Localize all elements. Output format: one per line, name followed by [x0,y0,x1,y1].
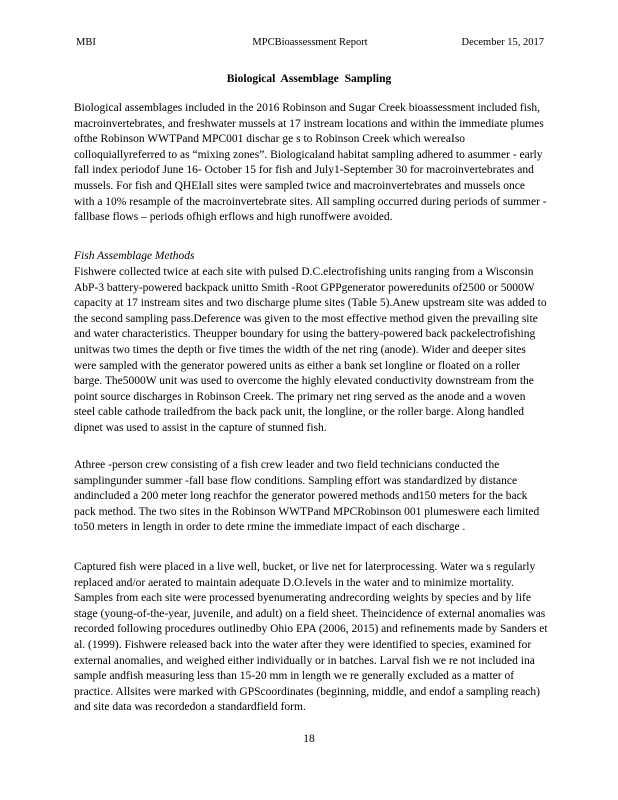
intro-paragraph: Biological assemblages included in the 2016 Robinson and Sugar Creek bioassessment included fish, macroinvertebrates, and freshwater mussels at 17 instream locations and within the immediate plumes ofthe Robinson WWTPand MPC001 dischar ge s to Robinson Creek which wereaIso colloquiallyreferred to as “mixing zones”. Biologicaland habitat sampling adhered to asummer - early fall index periodof June 16- October 15 for fish and July1-September 30 for macroinvertebrates and mussels. For fish and QHEIall sites were sampled twice and macroinvertebrates and mussels once with a 10% resample of the macroinvertebrate sites. All sampling occurred during periods of summer - fallbase flows – periods ofhigh erflows and high runoffwere avoided. [74,102,547,224]
page-number: 18 [303,733,315,745]
processing-paragraph: Captured fish were placed in a live well, bucket, or live net for laterprocessing. Water wa s regularly replaced and/or aerated to maintain adequate D.O.levels in the water and to minimize mortality. Samples from each site were processed byenumerating andrecording weights by species and by life stage (young-of-the-year, juvenile, and adult) on a field sheet. Theincidence of external anomalies was recorded following procedures outlinedby Ohio EPA (2006, 2015) and refinements made by Sanders et al. (1999). Fishwere released back into the water after they were identified to species, examined for external anomalies, and weighed either individually or in batches. Larval fish we re not included ina sample andfish measuring less than 15-20 mm in length we re generally excluded as a matter of practice. Allsites were marked with GPScoordinates (beginning, middle, and endof a sampling reach) and site data was recordedon a standardfield form. [74,561,548,714]
page-header [76,36,544,50]
section-title: Biological Assemblage Sampling [226,73,392,85]
header-date: December 15, 2017 [461,37,544,48]
fish-methods-subheading: Fish Assemblage Methods [74,250,195,262]
fish-methods-paragraph: Fishwere collected twice at each site with pulsed D.C.electrofishing units ranging from a Wisconsin AbP-3 battery-powered backpack unitto Smith -Root GPPgenerator poweredunits of2500 or 5000W capacity at 17 instream sites and two discharge plume sites (Table 5).Anew upstream site was added to the second sampling pass.Deference was given to the most effective method given the prevailing site and water characteristics. Theupper boundary for using the battery-powered back packelectrofishing unitwas two times the depth or five times the width of the net ring (anode). Wider and deeper sites were sampled with the generator powered units as either a bank set longline or floated on a roller barge. The5000W unit was used to overcome the highly elevated conductivity downstream from the point source discharges in Robinson Creek. The primary net ring served as the anode and a woven steel cable cathode trailedfrom the back pack unit, the longline, or the roller barge. Along handled dipnet was used to assist in the capture of stunned fish. [74,266,547,434]
header-report-title: MPCBioassessment Report [252,37,368,48]
header-org: MBI [76,37,96,48]
crew-paragraph: Athree -person crew consisting of a fish crew leader and two field technicians conducted the samplingunder summer -fall base flow conditions. Sampling effort was standardized by distance andincluded a 200 meter long reachfor the generator powered methods and150 meters for the back pack method. The two sites in the Robinson WWTPand MPCRobinson 001 plumeswere each limited to50 meters in length in order to dete rmine the immediate impact of each discharge . [74,459,540,534]
